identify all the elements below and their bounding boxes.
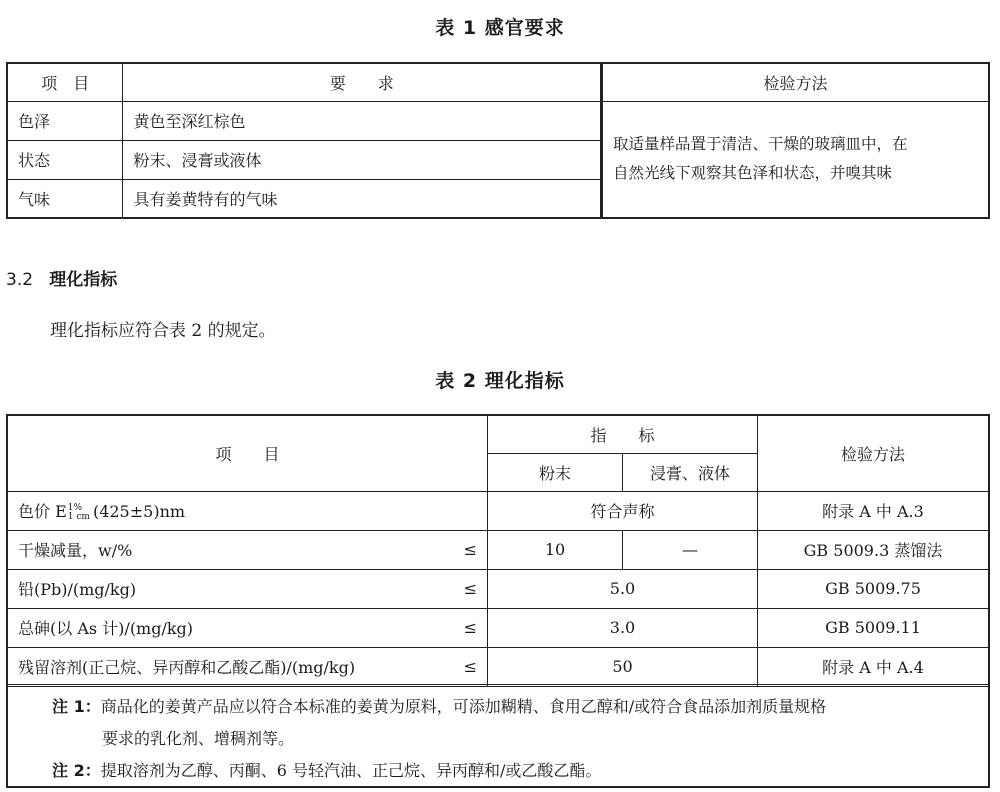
table2-row-colour-value: 符合声称 — [488, 491, 758, 530]
table1-row-req: 粉末、浸膏或液体 — [123, 140, 601, 179]
note2-text: 提取溶剂为乙醇、丙酮、6 号轻汽油、正己烷、异丙醇和/或乙酸乙酯。 — [100, 761, 602, 780]
table2-row-solvent-value: 50 — [488, 647, 758, 686]
table2-row-drying-paste: — — [623, 530, 758, 569]
table1-method-column — [602, 62, 990, 219]
table2-row-arsenic-method: GB 5009.11 — [758, 608, 990, 647]
table2-notes — [6, 684, 990, 788]
note1-label: 注 1： — [52, 697, 101, 716]
table2-row-colour-value-item — [7, 491, 488, 530]
table1-row-req: 黄色至深红棕色 — [123, 101, 601, 140]
section-heading — [6, 265, 117, 290]
note2 — [52, 758, 601, 781]
colour-value-label: 色价 E — [18, 502, 67, 521]
note1-text: 商品化的姜黄产品应以符合本标准的姜黄为原料，可添加糊精、食用乙醇和/或符合食品添加剂质量规格 — [100, 697, 827, 716]
section-body: 理化指标应符合表 2 的规定。 — [50, 321, 276, 341]
table1-row-item: 状态 — [7, 140, 123, 179]
note2-label: 注 2： — [52, 761, 101, 780]
colour-value-sub: 1 cm — [67, 511, 90, 522]
table2-header-method: 检验方法 — [758, 415, 990, 491]
table1-caption: 表 1 感官要求 — [435, 17, 565, 39]
table2-header-item: 项 目 — [7, 415, 488, 491]
colour-value-sup: 1% — [67, 502, 83, 513]
table1-header-item: 项 目 — [7, 63, 123, 101]
table2-header-powder: 粉末 — [488, 453, 623, 491]
table1-row-item: 色泽 — [7, 101, 123, 140]
note1-line1 — [52, 694, 826, 717]
table2-row-solvent-sign: ≤ — [447, 647, 488, 686]
table2-row-drying-sign: ≤ — [447, 530, 488, 569]
table2-row-arsenic-value: 3.0 — [488, 608, 758, 647]
section-number: 3.2 — [6, 270, 34, 290]
table2-row-lead-value: 5.0 — [488, 569, 758, 608]
table1-method-line2: 自然光线下观察其色泽和状态，并嗅其味 — [613, 164, 893, 183]
table1-method-cell — [603, 101, 990, 218]
table2-row-lead-item: 铅(Pb)/(mg/kg) — [7, 569, 447, 608]
table1-header-method: 检验方法 — [603, 63, 990, 101]
table1-row-item: 气味 — [7, 179, 123, 218]
table2-row-colour-method: 附录 A 中 A.3 — [758, 491, 990, 530]
note1-line2: 要求的乳化剂、增稠剂等。 — [102, 729, 295, 748]
table2-row-lead-method: GB 5009.75 — [758, 569, 990, 608]
table2-row-solvent-method: 附录 A 中 A.4 — [758, 647, 990, 686]
table2-row-lead-sign: ≤ — [447, 569, 488, 608]
table2-row-solvent-item: 残留溶剂(正己烷、异丙醇和乙酸乙酯)/(mg/kg) — [7, 647, 447, 686]
table2-header-index: 指 标 — [488, 415, 758, 453]
table2-header-paste: 浸膏、液体 — [623, 453, 758, 491]
table1-header-req: 要 求 — [123, 63, 601, 101]
table2-row-arsenic-sign: ≤ — [447, 608, 488, 647]
colour-value-wavelength: (425±5)nm — [92, 502, 186, 521]
table2 — [6, 414, 990, 687]
table2-row-drying-item: 干燥减量，w/% — [7, 530, 447, 569]
table2-row-drying-powder: 10 — [488, 530, 623, 569]
table2-row-arsenic-item: 总砷(以 As 计)/(mg/kg) — [7, 608, 447, 647]
table1-method-line1: 取适量样品置于清洁、干燥的玻璃皿中，在 — [613, 135, 908, 154]
table2-caption: 表 2 理化指标 — [435, 370, 565, 392]
table1-row-req: 具有姜黄特有的气味 — [123, 179, 601, 218]
table2-row-drying-method: GB 5009.3 蒸馏法 — [758, 530, 990, 569]
table1 — [6, 62, 602, 219]
section-title: 理化指标 — [49, 270, 118, 290]
